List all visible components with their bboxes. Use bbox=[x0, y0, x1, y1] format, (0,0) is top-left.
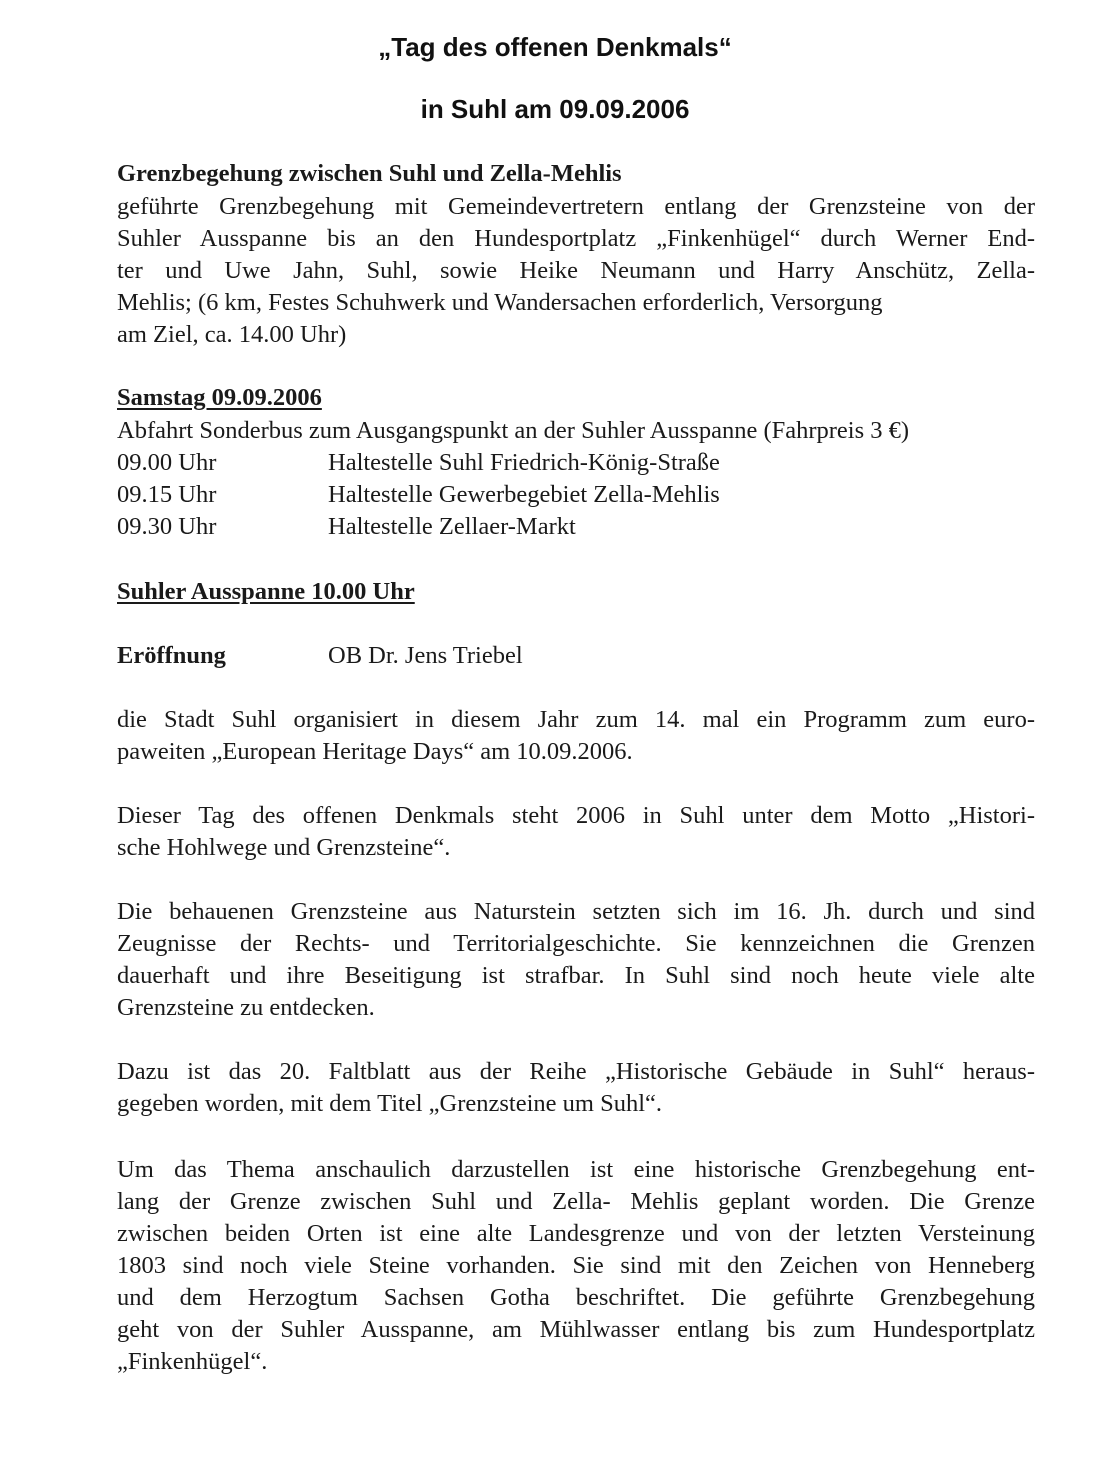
paragraph-line: zwischen beiden Orten ist eine alte Landesgrenze und von der letzten Versteinung bbox=[117, 1220, 1035, 1247]
intro-line: Suhler Ausspanne bis an den Hundesportplatz „Finkenhügel“ durch Werner End- bbox=[117, 225, 1035, 252]
paragraph-line: die Stadt Suhl organisiert in diesem Jahr zum 14. mal ein Programm zum euro- bbox=[117, 706, 1035, 733]
opening-label: Eröffnung bbox=[117, 642, 226, 669]
opening-speaker: OB Dr. Jens Triebel bbox=[328, 642, 523, 669]
paragraph-line: Die behauenen Grenzsteine aus Naturstein setzten sich im 16. Jh. durch und sind bbox=[117, 898, 1035, 925]
paragraph-line: 1803 sind noch viele Steine vorhanden. Sie sind mit den Zeichen von Henneberg bbox=[117, 1252, 1035, 1279]
page-subtitle: in Suhl am 09.09.2006 bbox=[420, 94, 690, 124]
schedule-stop: Haltestelle Zellaer-Markt bbox=[328, 513, 576, 540]
schedule-stop: Haltestelle Suhl Friedrich-König-Straße bbox=[328, 449, 720, 476]
saturday-heading: Samstag 09.09.2006 bbox=[117, 384, 322, 411]
paragraph-line: Grenzsteine zu entdecken. bbox=[117, 994, 375, 1021]
intro-line: geführte Grenzbegehung mit Gemeindevertretern entlang der Grenzsteine von der bbox=[117, 193, 1035, 220]
intro-line: Mehlis; (6 km, Festes Schuhwerk und Wandersachen erforderlich, Versorgung bbox=[117, 289, 883, 316]
schedule-time: 09.15 Uhr bbox=[117, 481, 217, 508]
bus-departure-line: Abfahrt Sonderbus zum Ausgangspunkt an der Suhler Ausspanne (Fahrpreis 3 €) bbox=[117, 417, 910, 444]
intro-heading: Grenzbegehung zwischen Suhl und Zella-Mehlis bbox=[117, 160, 622, 187]
paragraph-line: Zeugnisse der Rechts- und Territorialgeschichte. Sie kennzeichnen die Grenzen bbox=[117, 930, 1035, 957]
paragraph-line: und dem Herzogtum Sachsen Gotha beschriftet. Die geführte Grenzbegehung bbox=[117, 1284, 1035, 1311]
paragraph-line: Dazu ist das 20. Faltblatt aus der Reihe „Historische Gebäude in Suhl“ heraus- bbox=[117, 1058, 1035, 1085]
schedule-time: 09.30 Uhr bbox=[117, 513, 217, 540]
paragraph-line: sche Hohlwege und Grenzsteine“. bbox=[117, 834, 451, 861]
paragraph-line: „Finkenhügel“. bbox=[117, 1348, 268, 1375]
paragraph-line: Dieser Tag des offenen Denkmals steht 2006 in Suhl unter dem Motto „Histori- bbox=[117, 802, 1035, 829]
schedule-stop: Haltestelle Gewerbegebiet Zella-Mehlis bbox=[328, 481, 720, 508]
paragraph-line: Um das Thema anschaulich darzustellen ist eine historische Grenzbegehung ent- bbox=[117, 1156, 1035, 1183]
paragraph-line: dauerhaft und ihre Beseitigung ist strafbar. In Suhl sind noch heute viele alte bbox=[117, 962, 1035, 989]
ausspanne-heading: Suhler Ausspanne 10.00 Uhr bbox=[117, 578, 415, 605]
paragraph-line: paweiten „European Heritage Days“ am 10.09.2006. bbox=[117, 738, 633, 765]
intro-line: am Ziel, ca. 14.00 Uhr) bbox=[117, 321, 347, 348]
schedule-time: 09.00 Uhr bbox=[117, 449, 217, 476]
intro-line: ter und Uwe Jahn, Suhl, sowie Heike Neumann und Harry Anschütz, Zella- bbox=[117, 257, 1035, 284]
paragraph-line: geht von der Suhler Ausspanne, am Mühlwasser entlang bis zum Hundesportplatz bbox=[117, 1316, 1035, 1343]
paragraph-line: gegeben worden, mit dem Titel „Grenzsteine um Suhl“. bbox=[117, 1090, 663, 1117]
paragraph-line: lang der Grenze zwischen Suhl und Zella- Mehlis geplant worden. Die Grenze bbox=[117, 1188, 1035, 1215]
page-title: „Tag des offenen Denkmals“ bbox=[378, 32, 732, 62]
